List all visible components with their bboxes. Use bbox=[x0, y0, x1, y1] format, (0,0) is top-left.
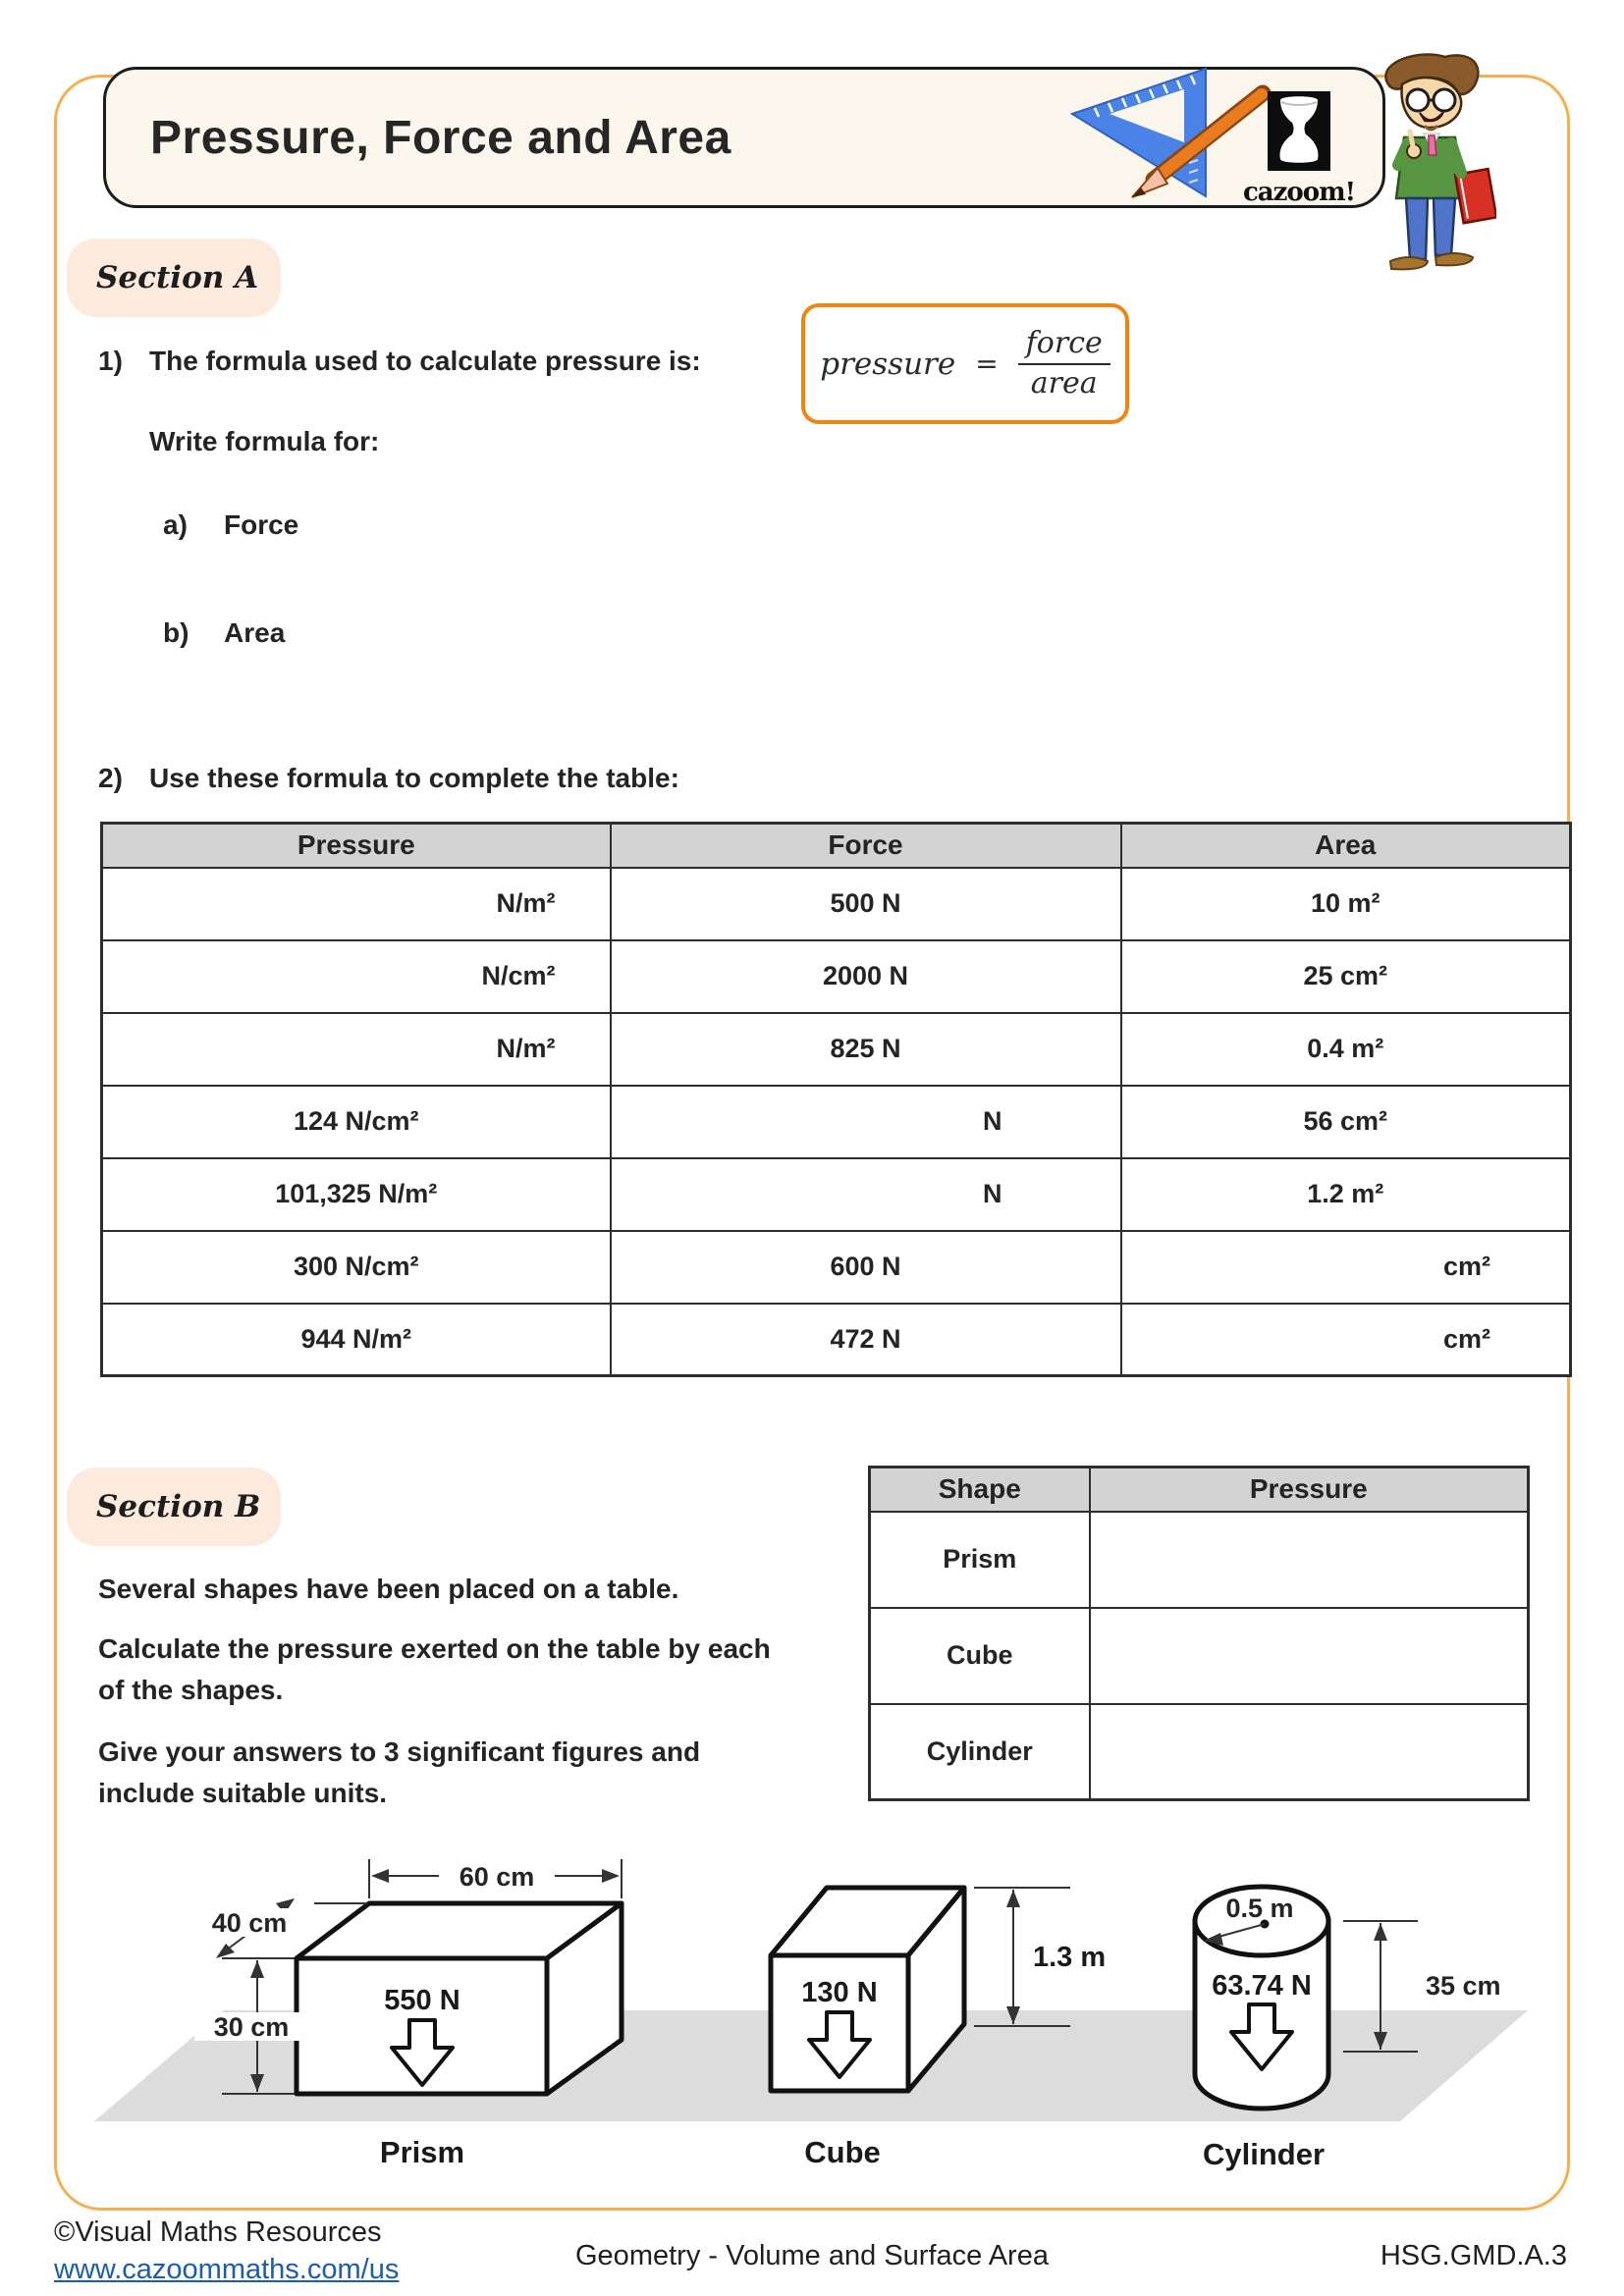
pressure-cell: 124 N/cm² bbox=[102, 1086, 611, 1158]
cazoom-logo bbox=[1235, 91, 1363, 207]
table-row bbox=[870, 1608, 1529, 1704]
table-header-row bbox=[870, 1468, 1529, 1512]
teacher-illustration bbox=[1373, 49, 1496, 285]
page-title: Pressure, Force and Area bbox=[150, 111, 731, 164]
area-cell: 1.2 m² bbox=[1121, 1158, 1571, 1231]
force-cell: 500 N bbox=[611, 868, 1121, 940]
formula-lhs: pressure bbox=[820, 346, 956, 382]
cazoom-wordmark: cazoom! bbox=[1242, 178, 1356, 207]
area-cell: 25 cm² bbox=[1121, 940, 1571, 1013]
cylinder-label: Cylinder bbox=[1202, 2137, 1326, 2171]
force-cell: N bbox=[611, 1158, 1121, 1231]
cube-height-dimension: 1.3 m bbox=[1033, 1942, 1107, 1973]
area-cell: cm² bbox=[1121, 1304, 1571, 1376]
item-a-label: Force bbox=[224, 509, 299, 540]
prism-label: Prism bbox=[379, 2135, 465, 2169]
cylinder-force-label: 63.74 N bbox=[1212, 1970, 1312, 2002]
cylinder-height-dimension: 35 cm bbox=[1426, 1971, 1501, 2001]
section-b-heading: Section B bbox=[67, 1468, 281, 1546]
shape-cell: Prism bbox=[870, 1512, 1090, 1608]
force-cell: 825 N bbox=[611, 1013, 1121, 1086]
question-1-text: The formula used to calculate pressure is: bbox=[149, 346, 701, 376]
table-row bbox=[102, 1304, 1571, 1376]
column-header-force: Force bbox=[611, 824, 1121, 868]
pressure-answer-cell bbox=[1090, 1608, 1529, 1704]
cazoom-drum-icon bbox=[1268, 91, 1330, 171]
force-cell: 472 N bbox=[611, 1304, 1121, 1376]
formula-equals: = bbox=[975, 347, 999, 380]
cazoom-link[interactable]: www.cazoommaths.com/us bbox=[54, 2254, 400, 2285]
formula-numerator: force bbox=[1018, 327, 1110, 365]
shape-cell: Cylinder bbox=[870, 1704, 1090, 1800]
pressure-force-area-table bbox=[100, 822, 1572, 1377]
question-2-text: Use these formula to complete the table: bbox=[149, 763, 679, 793]
copyright-text: ©Visual Maths Resources bbox=[54, 2216, 382, 2248]
item-b-number: b) bbox=[163, 617, 189, 648]
force-cell: 2000 N bbox=[611, 940, 1121, 1013]
area-cell: 10 m² bbox=[1121, 868, 1571, 940]
pressure-cell: N/cm² bbox=[102, 940, 611, 1013]
table-row bbox=[102, 868, 1571, 940]
table-row bbox=[870, 1704, 1529, 1800]
prism-height-dimension: 30 cm bbox=[213, 2012, 290, 2042]
pressure-cell: 101,325 N/m² bbox=[102, 1158, 611, 1231]
force-cell: N bbox=[611, 1086, 1121, 1158]
item-b-label: Area bbox=[224, 617, 286, 648]
prism-force-label: 550 N bbox=[384, 1985, 460, 2016]
question-1-number: 1) bbox=[98, 346, 123, 376]
section-b-instruction-3: Give your answers to 3 significant figures and include suitable units. bbox=[98, 1736, 701, 1808]
cube-label: Cube bbox=[804, 2135, 881, 2169]
table-header-row bbox=[102, 824, 1571, 868]
force-cell: 600 N bbox=[611, 1231, 1121, 1304]
column-header-area: Area bbox=[1121, 824, 1571, 868]
table-row bbox=[870, 1512, 1529, 1608]
section-a-heading: Section A bbox=[67, 239, 281, 317]
prism-depth-dimension: 40 cm bbox=[211, 1908, 288, 1938]
pressure-cell: 944 N/m² bbox=[102, 1304, 611, 1376]
section-b-instruction-2: Calculate the pressure exerted on the table by each of the shapes. bbox=[98, 1633, 771, 1705]
area-cell: cm² bbox=[1121, 1231, 1571, 1304]
shape-pressure-table bbox=[868, 1466, 1530, 1801]
table-row bbox=[102, 1231, 1571, 1304]
shape-cell: Cube bbox=[870, 1608, 1090, 1704]
header bbox=[103, 67, 1385, 208]
standard-code: HSG.GMD.A.3 bbox=[1380, 2240, 1567, 2271]
write-formula-label: Write formula for: bbox=[149, 426, 380, 456]
pressure-answer-cell bbox=[1090, 1704, 1529, 1800]
pressure-cell: N/m² bbox=[102, 1013, 611, 1086]
item-a-number: a) bbox=[163, 509, 188, 540]
column-header-pressure: Pressure bbox=[102, 824, 611, 868]
table-row bbox=[102, 940, 1571, 1013]
section-b-instruction-1: Several shapes have been placed on a table. bbox=[98, 1574, 679, 1604]
pressure-cell: 300 N/cm² bbox=[102, 1231, 611, 1304]
table-row bbox=[102, 1158, 1571, 1231]
area-cell: 56 cm² bbox=[1121, 1086, 1571, 1158]
pressure-cell: N/m² bbox=[102, 868, 611, 940]
pressure-formula-box bbox=[801, 303, 1129, 424]
prism-width-dimension: 60 cm bbox=[459, 1862, 535, 1892]
question-2-number: 2) bbox=[98, 763, 123, 793]
formula-denominator: area bbox=[1030, 365, 1098, 400]
pressure-answer-cell bbox=[1090, 1512, 1529, 1608]
table-row bbox=[102, 1013, 1571, 1086]
shapes-diagram bbox=[59, 1843, 1575, 2189]
area-cell: 0.4 m² bbox=[1121, 1013, 1571, 1086]
cube-force-label: 130 N bbox=[801, 1977, 878, 2008]
column-header-pressure: Pressure bbox=[1090, 1468, 1529, 1512]
cylinder-radius-dimension: 0.5 m bbox=[1225, 1894, 1294, 1923]
table-row bbox=[102, 1086, 1571, 1158]
footer-topic-text: Geometry - Volume and Surface Area bbox=[575, 2240, 1049, 2271]
column-header-shape: Shape bbox=[870, 1468, 1090, 1512]
formula-fraction bbox=[1018, 327, 1110, 400]
